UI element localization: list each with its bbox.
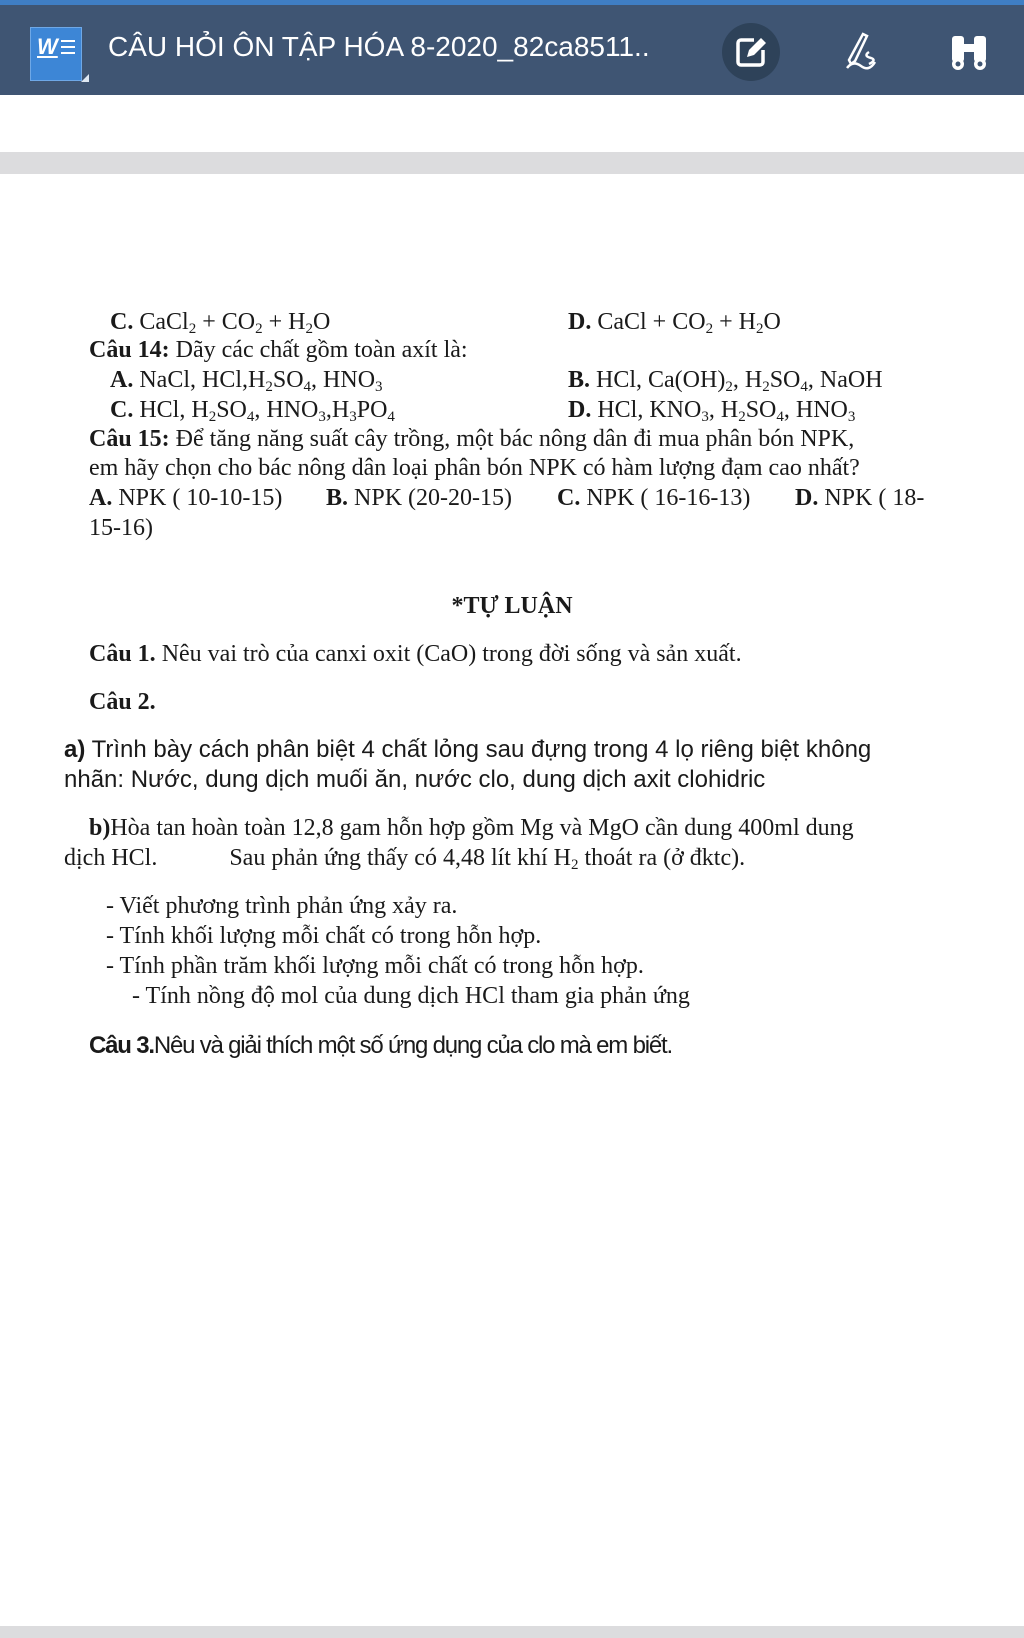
document-page[interactable] <box>0 174 1024 1626</box>
binoculars-icon <box>949 32 989 72</box>
essay-question-3: Câu 3.Nêu và giải thích một số ứng dụng của clo mà em biết. <box>89 1032 672 1059</box>
task-item-2: - Tính khối lượng mỗi chất có trong hỗn hợp. <box>106 923 542 949</box>
annotate-button[interactable] <box>832 23 890 81</box>
find-button[interactable] <box>940 23 998 81</box>
q15-option-b: B. NPK (20-20-15) <box>326 485 512 511</box>
q14-option-c: C. HCl, $H_2SO_4$, $HNO_3,H_3PO_4$ <box>110 397 395 425</box>
document-title: CÂU HỎI ÔN TẬP HÓA 8-2020_82ca8511.. <box>108 31 650 62</box>
page-separator <box>0 152 1024 174</box>
essay-heading: *TỰ LUẬN <box>451 593 573 619</box>
essay-question-2: Câu 2. <box>89 689 156 715</box>
question-2b: b)Hòa tan hoàn toàn 12,8 gam hỗn hợp gồm Mg và MgO cần dung 400ml dung <box>89 815 854 841</box>
word-document-icon[interactable]: W <box>30 27 82 81</box>
task-item-1: - Viết phương trình phản ứng xảy ra. <box>106 893 458 919</box>
question-15-line2: em hãy chọn cho bác nông dân loại phân bón NPK có hàm lượng đạm cao nhất? <box>89 455 860 481</box>
task-item-4: - Tính nồng độ mol của dung dịch HCl tham gia phản ứng <box>132 983 690 1009</box>
question-15: Câu 15: Để tăng năng suất cây trồng, một bác nông dân đi mua phân bón NPK, <box>89 426 855 452</box>
q13-option-c: C. CaCl$_2$ + $CO_2 + H_2O$ <box>110 309 331 337</box>
q13-option-d: D. CaCl + $CO_2 + H_2O$ <box>568 309 781 337</box>
task-item-3: - Tính phần trăm khối lượng mỗi chất có trong hỗn hợp. <box>106 953 644 979</box>
q14-option-d: D. HCl, $KNO_3$, $H_2SO_4$, $HNO_3$ <box>568 397 856 425</box>
q15-option-c: C. NPK ( 16-16-13) <box>557 485 751 511</box>
q15-option-d: D. NPK ( 18- <box>795 485 925 511</box>
app-toolbar <box>0 5 1024 95</box>
q14-option-a: A. NaCl, $HCl,H_2SO_4$, $HNO_3$ <box>110 367 383 395</box>
q15-option-a: A. NPK ( 10-10-15) <box>89 485 283 511</box>
q15-option-d-cont: 15-16) <box>89 515 153 541</box>
edit-icon <box>734 35 768 69</box>
bottom-page-separator <box>0 1626 1024 1638</box>
question-2b-line2: dịch HCl. Sau phản ứng thấy có 4,48 lít khí $H_2$ thoát ra (ở đktc). <box>64 845 746 873</box>
essay-question-1: Câu 1. Nêu vai trò của canxi oxit (CaO) trong đời sống và sản xuất. <box>89 641 742 667</box>
edit-button[interactable] <box>722 23 780 81</box>
question-2a: a) Trình bày cách phân biệt 4 chất lỏng sau đựng trong 4 lọ riêng biệt không <box>64 736 872 763</box>
q14-option-b: B. HCl, $Ca(OH)_2$, $H_2SO_4$, NaOH <box>568 367 883 395</box>
pen-icon <box>839 30 883 74</box>
question-14: Câu 14: Dãy các chất gồm toàn axít là: <box>89 337 468 363</box>
question-2a-line2: nhãn: Nước, dung dịch muối ăn, nước clo, dung dịch axit clohidric <box>64 766 766 793</box>
